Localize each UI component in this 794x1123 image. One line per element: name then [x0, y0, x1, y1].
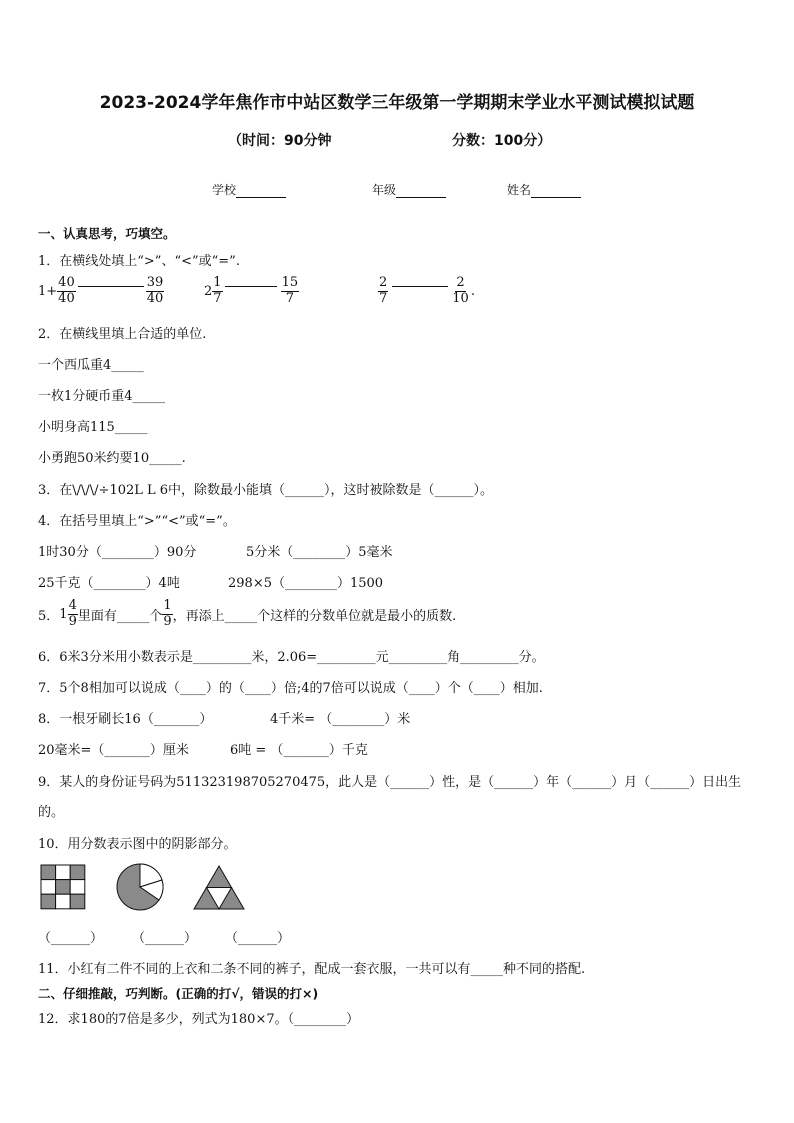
circle-figure: [115, 862, 165, 912]
q1-prefix: 1+: [38, 283, 58, 299]
fraction: $\frac{2}{7}$: [379, 275, 388, 306]
period: .: [470, 283, 475, 299]
q11-text: 11．小红有二件不同的上衣和二条不同的裤子，配成一套衣服，一共可以有_____种不同的搭配.: [38, 962, 586, 977]
school-label: 学校: [212, 183, 237, 197]
q4-item-2: 5分米（________）5毫米: [246, 545, 393, 560]
q4-item-4: 298×5（________）1500: [228, 576, 384, 591]
fraction: $\frac{39}{40}$: [146, 275, 164, 306]
q5-part-1: 里面有_____个: [77, 608, 163, 624]
grid-figure: [40, 864, 86, 910]
q2-line-2: 一枚1分硬币重4_____: [38, 389, 166, 404]
q1-item-a: [38, 276, 164, 307]
q3-text: 3．在\/\/\/÷102L L 6中，除数最小能填（______），这时被除数是（______）。: [38, 483, 494, 498]
q8-item-3: 20毫米=（_______）厘米: [38, 743, 189, 758]
whole-number: 2: [204, 283, 213, 299]
grade-label: 年级: [372, 183, 397, 197]
score-info: 分数：100分）: [452, 133, 552, 149]
section-1-heading: 一、认真思考，巧填空。: [38, 226, 176, 241]
school-blank: [236, 197, 286, 198]
q10-blank-3: （______）: [225, 931, 291, 946]
whole-number: 1: [59, 606, 68, 622]
answer-blank: [78, 286, 144, 287]
q1-text: 1．在横线处填上“>”、“<”或“=”.: [38, 254, 240, 269]
q4-item-3: 25千克（________）4吨: [38, 576, 180, 591]
school-field: [212, 181, 286, 198]
exam-title: 2023-2024学年焦作市中站区数学三年级第一学期期末学业水平测试模拟试题: [99, 93, 695, 113]
fraction: $\frac{15}{7}$: [281, 275, 299, 306]
fraction: $\frac{4}{9}$: [68, 598, 77, 629]
q9-line-1: 9．某人的身份证号码为511323198705270475，此人是（______）性，是（______）年（______）月（______）日出生: [38, 775, 742, 790]
name-blank: [531, 197, 581, 198]
fraction: $\frac{40}{40}$: [58, 275, 75, 306]
answer-blank: [392, 286, 448, 287]
q2-text: 2．在横线里填上合适的单位.: [38, 327, 207, 342]
q10-blank-1: （______）: [38, 931, 104, 946]
q7-text: 7．5个8相加可以说成（____）的（____）倍;4的7倍可以说成（____）个（____）相加.: [38, 681, 543, 696]
q12-text: 12．求180的7倍是多少，列式为180×7。（________）: [38, 1012, 360, 1027]
q2-line-3: 小明身高115_____: [38, 420, 148, 435]
q1-item-b: [204, 276, 299, 307]
triangle-figure: [192, 864, 246, 912]
q9-line-2: 的。: [38, 805, 65, 820]
q8-item-4: 6吨 = （_______）千克: [230, 743, 368, 758]
q1-item-c: [378, 276, 475, 307]
name-label: 姓名: [507, 183, 532, 197]
q4-text: 4．在括号里填上“>”“<”或“=”。: [38, 514, 236, 529]
q10-text: 10．用分数表示图中的阴影部分。: [38, 837, 237, 852]
fraction: $\frac{1}{7}$: [213, 275, 222, 306]
fraction: $\frac{1}{9}$: [163, 598, 172, 629]
time-info: （时间：90分钟: [228, 133, 332, 149]
q8-item-2: 4千米= （________）米: [270, 712, 411, 727]
q6-text: 6．6米3分米用小数表示是_________米，2.06=_________元_________角_________分。: [38, 650, 545, 665]
answer-blank: [225, 286, 277, 287]
q4-item-1: 1时30分（________）90分: [38, 545, 197, 560]
q8-item-1: 8．一根牙刷长16（_______）: [38, 712, 213, 727]
q5-part-2: ，再添上_____个这样的分数单位就是最小的质数.: [172, 608, 457, 624]
grade-field: [372, 181, 446, 198]
section-2-heading: 二、仔细推敲，巧判断。(正确的打√，错误的打×): [38, 986, 319, 1001]
name-field: [507, 181, 581, 198]
fraction: $\frac{2}{10}$: [452, 275, 469, 306]
q2-line-1: 一个西瓜重4_____: [38, 358, 144, 373]
q10-blank-2: （______）: [132, 931, 198, 946]
q5-number: 5．: [38, 608, 60, 624]
q2-line-4: 小勇跑50米约要10_____.: [38, 451, 186, 466]
grade-blank: [396, 197, 446, 198]
q5-text: [38, 599, 456, 630]
